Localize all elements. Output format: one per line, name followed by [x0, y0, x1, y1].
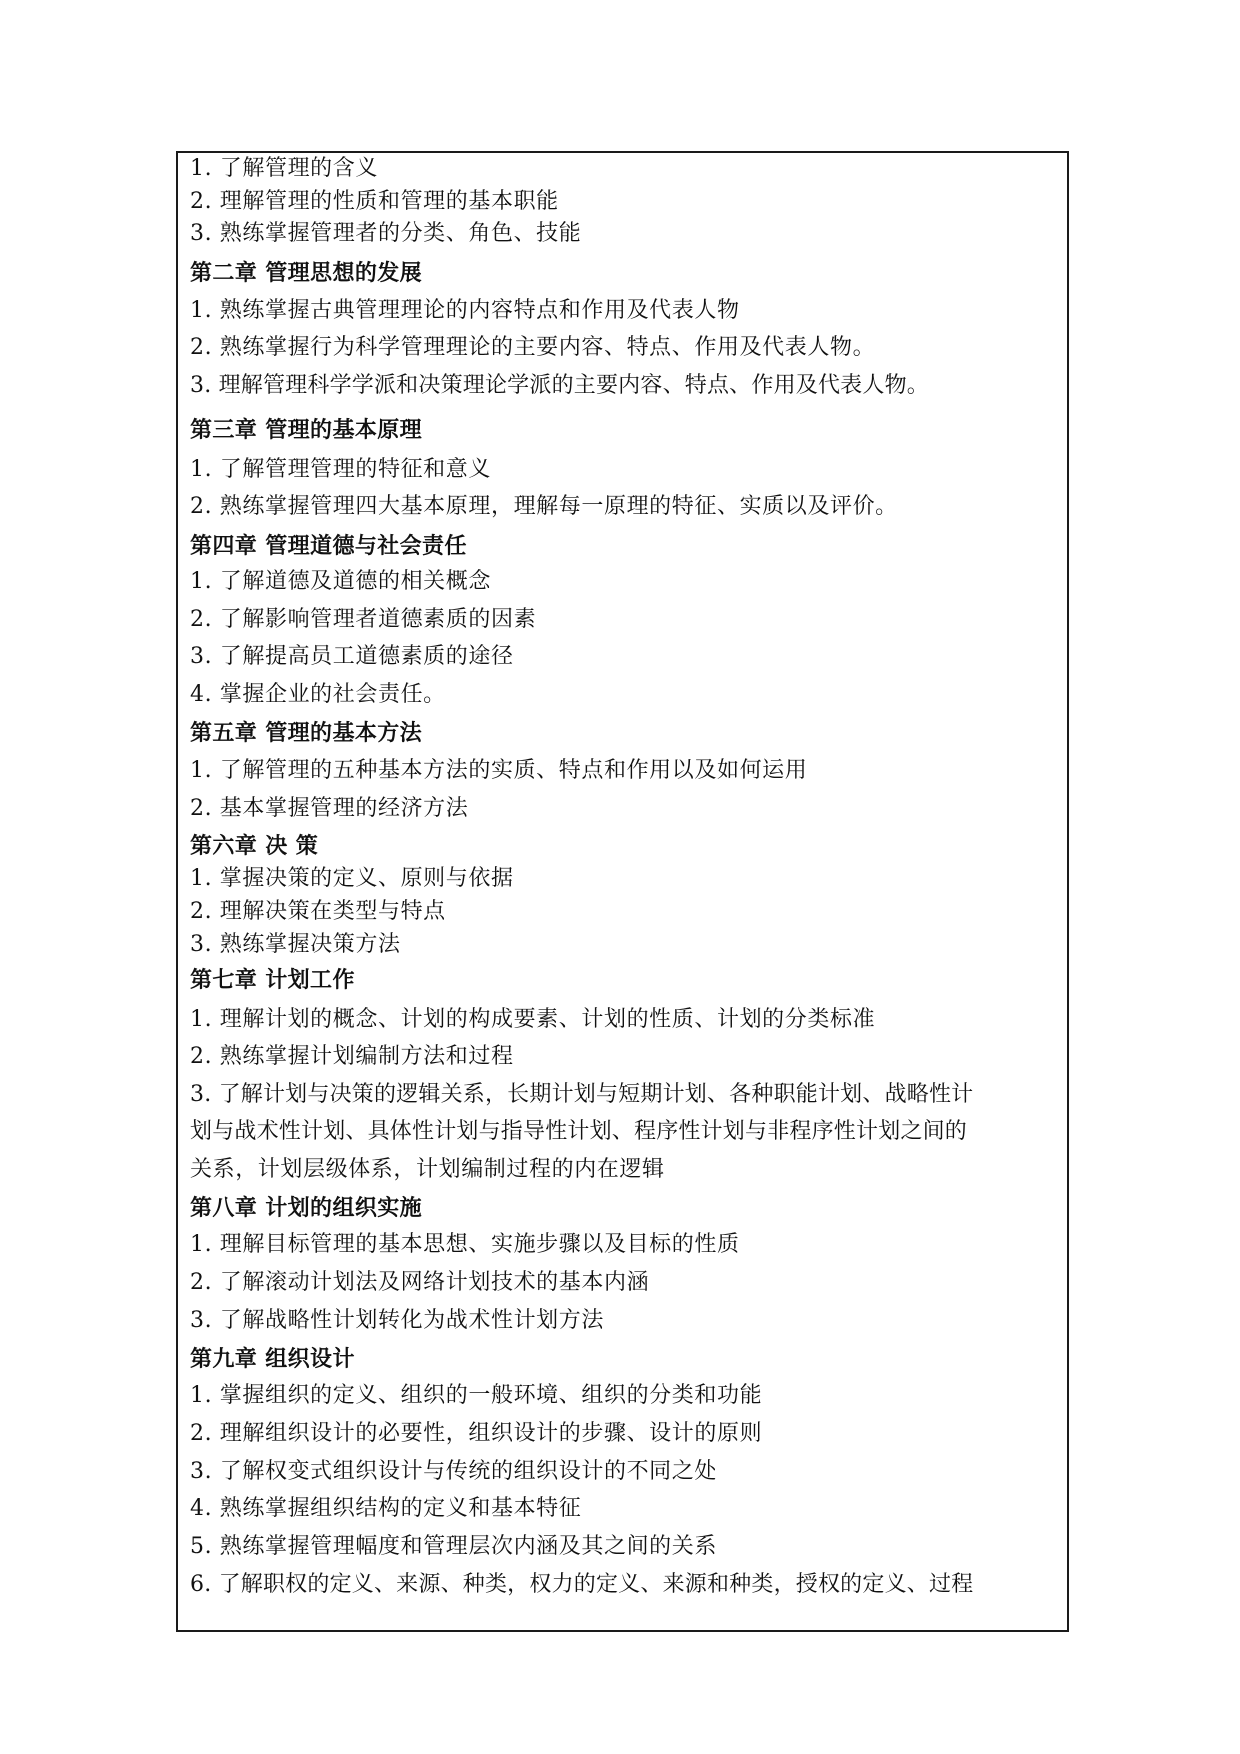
chapter-heading: 第七章 计划工作	[190, 967, 355, 993]
list-item: 4. 掌握企业的社会责任。	[190, 682, 446, 707]
chapter-heading: 第二章 管理思想的发展	[190, 260, 423, 286]
list-item: 3. 了解提高员工道德素质的途径	[190, 644, 514, 669]
list-item: 3. 理解管理科学学派和决策理论学派的主要内容、特点、作用及代表人物。	[190, 373, 929, 398]
list-item: 2. 熟练掌握行为科学管理理论的主要内容、特点、作用及代表人物。	[190, 335, 876, 360]
list-item: 2. 了解影响管理者道德素质的因素	[190, 607, 537, 632]
list-item: 2. 了解滚动计划法及网络计划技术的基本内涵	[190, 1270, 650, 1295]
list-item: 1. 理解计划的概念、计划的构成要素、计划的性质、计划的分类标准	[190, 1007, 876, 1032]
list-item: 5. 熟练掌握管理幅度和管理层次内涵及其之间的关系	[190, 1534, 717, 1559]
list-item: 3. 了解战略性计划转化为战术性计划方法	[190, 1308, 604, 1333]
chapter-heading: 第三章 管理的基本原理	[190, 417, 423, 443]
chapter-heading: 第九章 组织设计	[190, 1346, 355, 1372]
list-item: 2. 理解组织设计的必要性，组织设计的步骤、设计的原则	[190, 1421, 763, 1446]
chapter-heading: 第四章 管理道德与社会责任	[190, 533, 467, 559]
list-item: 3. 了解计划与决策的逻辑关系，长期计划与短期计划、各种职能计划、战略性计	[190, 1082, 974, 1107]
list-item: 1. 了解管理的含义	[190, 156, 378, 181]
list-item: 1. 了解管理的五种基本方法的实质、特点和作用以及如何运用	[190, 758, 808, 783]
list-item: 3. 熟练掌握决策方法	[190, 932, 401, 957]
list-item: 关系，计划层级体系，计划编制过程的内在逻辑	[190, 1157, 665, 1182]
list-item: 3. 熟练掌握管理者的分类、角色、技能	[190, 221, 582, 246]
list-item: 1. 了解管理管理的特征和意义	[190, 457, 491, 482]
chapter-heading: 第五章 管理的基本方法	[190, 720, 423, 746]
list-item: 2. 熟练掌握计划编制方法和过程	[190, 1044, 514, 1069]
list-item: 1. 掌握组织的定义、组织的一般环境、组织的分类和功能	[190, 1383, 763, 1408]
list-item: 1. 掌握决策的定义、原则与依据	[190, 866, 514, 891]
list-item: 2. 熟练掌握管理四大基本原理，理解每一原理的特征、实质以及评价。	[190, 494, 898, 519]
chapter-heading: 第六章 决 策	[190, 833, 319, 859]
list-item: 3. 了解权变式组织设计与传统的组织设计的不同之处	[190, 1459, 717, 1484]
list-item: 划与战术性计划、具体性计划与指导性计划、程序性计划与非程序性计划之间的	[190, 1119, 968, 1144]
list-item: 1. 熟练掌握古典管理理论的内容特点和作用及代表人物	[190, 298, 740, 323]
chapter-heading: 第八章 计划的组织实施	[190, 1195, 423, 1221]
list-item: 4. 熟练掌握组织结构的定义和基本特征	[190, 1496, 582, 1521]
list-item: 2. 理解决策在类型与特点	[190, 899, 446, 924]
list-item: 1. 理解目标管理的基本思想、实施步骤以及目标的性质	[190, 1232, 740, 1257]
list-item: 1. 了解道德及道德的相关概念	[190, 569, 491, 594]
list-item: 2. 基本掌握管理的经济方法	[190, 796, 469, 821]
list-item: 2. 理解管理的性质和管理的基本职能	[190, 189, 559, 214]
list-item: 6. 了解职权的定义、来源、种类，权力的定义、来源和种类，授权的定义、过程	[190, 1572, 974, 1597]
